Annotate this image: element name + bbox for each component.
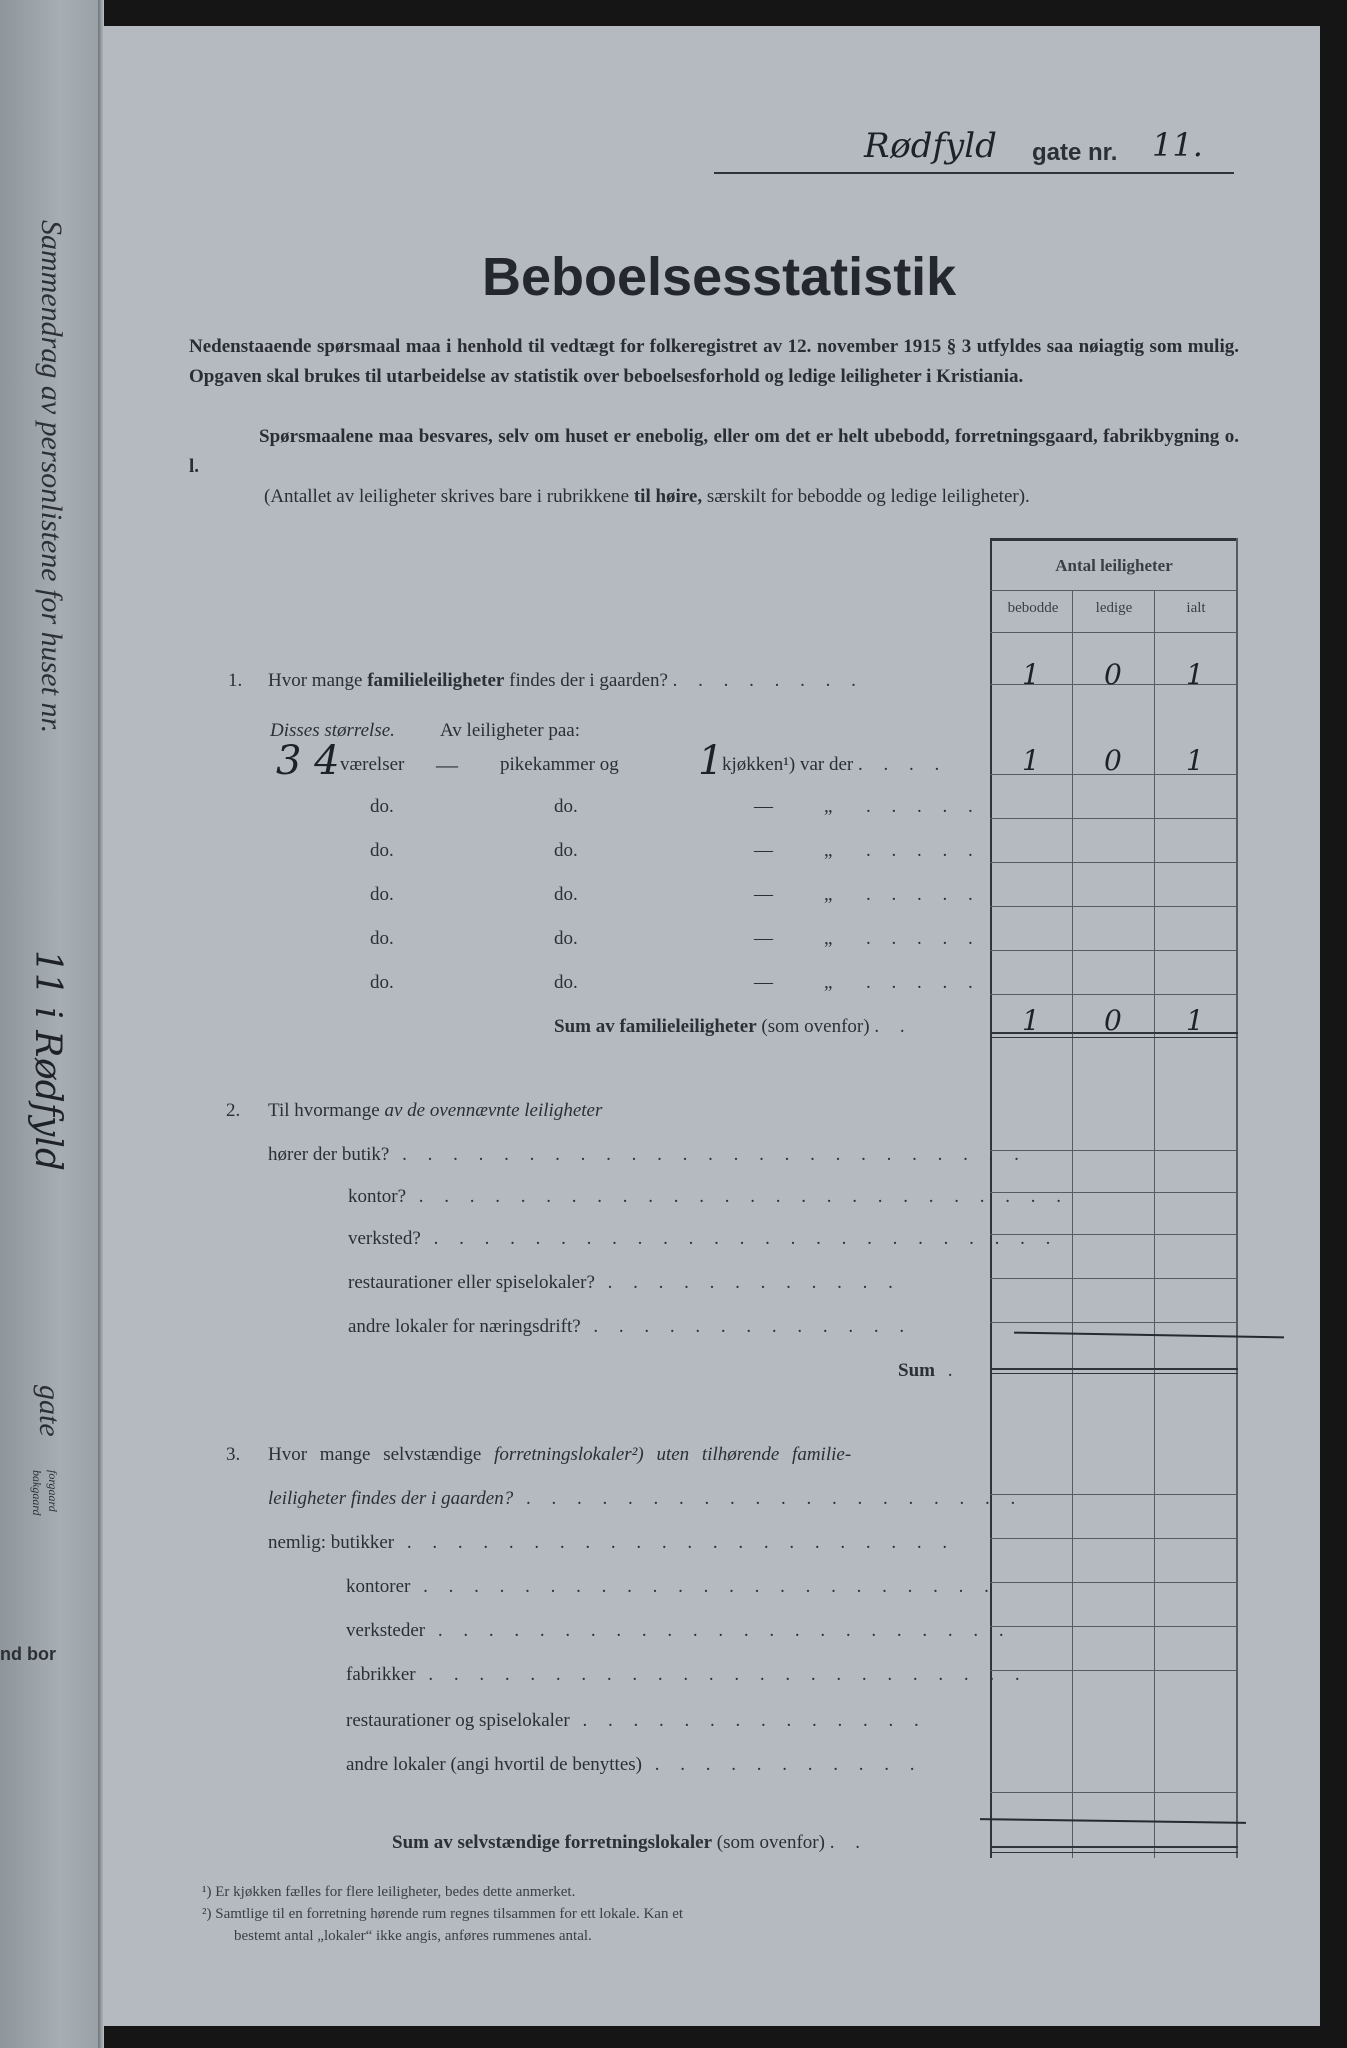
page-title: Beboelsesstatistik: [482, 247, 957, 307]
q3-fabrikker: [346, 1664, 1028, 1686]
q1-text-a: Hvor mange: [268, 670, 368, 691]
q1-text-b: familieleiligheter: [367, 670, 505, 691]
q2-sum-label: Sum: [898, 1360, 935, 1381]
row-rule-q3-1: [990, 1494, 1238, 1495]
footnote-2-cont: bestemt antal „lokaler“ ikke angis, anføres rummenes antal.: [234, 1928, 592, 1944]
q3-question: [268, 1444, 851, 1466]
do-row-2-dash: —: [754, 840, 773, 861]
q2-andre-label: andre lokaler for næringsdrift?: [348, 1316, 581, 1337]
q1-sizes-label: Disses størrelse.: [270, 720, 395, 741]
dot-leader: . . . . .: [866, 884, 981, 905]
sum-rule-2a: [990, 1368, 1238, 1370]
do-row-4-quote: „: [824, 928, 833, 949]
intro-p3-b: til høire,: [633, 486, 703, 507]
dot-leader: . . . . . . . . . . .: [641, 1754, 923, 1775]
do-row-2-quote: „: [824, 840, 833, 861]
q2-andre: [348, 1316, 912, 1338]
q3-text-a: Hvor mange selvstændige: [268, 1444, 495, 1465]
q1-pikekammer-dash: —: [436, 752, 458, 777]
q1-size-ialt: 1: [1186, 744, 1204, 777]
dot-leader: . .: [829, 1832, 868, 1853]
q3-kontorer-label: kontorer: [346, 1576, 411, 1597]
q2-butik: [268, 1144, 1027, 1166]
q3-sum-suffix: (som ovenfor): [712, 1832, 825, 1853]
row-rule-5: [990, 906, 1238, 907]
q3-andre-label: andre lokaler (angi hvortil de benyttes): [346, 1754, 642, 1775]
q2-sum: [898, 1360, 960, 1382]
q2-verksted-label: verksted?: [348, 1228, 421, 1249]
q3-text-b: forretningslokaler²) uten tilhørende familie-: [494, 1444, 852, 1465]
do-row-3-quote: „: [824, 884, 833, 905]
q1-sum-ialt: 1: [1186, 1004, 1204, 1037]
q2-verksted: [348, 1228, 1058, 1250]
q2-number: 2.: [226, 1100, 241, 1121]
intro-p3-c: særskilt for bebodde og ledige leiligheter).: [702, 486, 1030, 507]
row-rule-q3-2: [990, 1538, 1238, 1539]
handwritten-strike-line-1: [1014, 1332, 1284, 1339]
q1-question: [268, 670, 864, 692]
row-rule-3: [990, 818, 1238, 819]
q2-question: [268, 1100, 602, 1122]
dot-leader: . . . . .: [866, 796, 981, 817]
dot-leader: . .: [874, 1016, 913, 1037]
street-handwritten: Rødfyld: [864, 126, 997, 166]
q1-vaerelser: værelser: [340, 754, 405, 775]
q3-number: 3.: [226, 1444, 241, 1465]
dot-leader: . . . . .: [866, 840, 981, 861]
do-row-3-b: do.: [554, 884, 578, 905]
table-header-rule: [990, 590, 1238, 591]
do-row-1-a: do.: [370, 796, 394, 817]
intro-p3-a: (Antallet av leiligheter skrives bare i rubrikkene: [264, 486, 634, 507]
q3-kontorer: [346, 1576, 997, 1598]
row-rule-q3-4: [990, 1626, 1238, 1627]
table-col-rule-1: [1072, 590, 1073, 1858]
dot-leader: .: [934, 1360, 961, 1381]
q1-kjokken: [722, 754, 947, 776]
row-rule-q2-1: [990, 1150, 1238, 1151]
q3-verksteder-label: verksteder: [346, 1620, 426, 1641]
form-page: [104, 26, 1320, 2026]
q2-text-b: av de ovennævnte leiligheter: [384, 1100, 603, 1121]
row-rule-q2-5: [990, 1322, 1238, 1323]
footnote-1: ¹) Er kjøkken fælles for flere leiligheter, bedes dette anmerket.: [202, 1884, 576, 1900]
do-row-1-dash: —: [754, 796, 773, 817]
dot-leader: . . . . . . . . . . . . . . . . . . . . . . . .: [415, 1664, 1028, 1685]
q3-sum-label: Sum av selvstændige forretningslokaler: [392, 1832, 713, 1853]
sum-rule-2b: [990, 1373, 1238, 1374]
do-row-5-quote: „: [824, 972, 833, 993]
dot-leader: . . . . . . . . . . . . . . . . . . . . . .: [394, 1532, 956, 1553]
q3-question-cont: [268, 1488, 1023, 1510]
dot-leader: . . . . .: [866, 928, 981, 949]
dot-leader: . . . . . . . . . . . . . . . . . . . . . . . . .: [389, 1144, 1027, 1165]
do-row-1-quote: „: [824, 796, 833, 817]
row-rule-q2-4: [990, 1278, 1238, 1279]
col-ialt: ialt: [1186, 600, 1206, 616]
dot-leader: . . . . . . . . . . . . . .: [569, 1710, 927, 1731]
spine-vertical-text: Sammendrag av personlistene for huset nr.: [35, 220, 68, 734]
q2-kontor-label: kontor?: [348, 1186, 407, 1207]
q1-kjokken-text: kjøkken¹) var der: [722, 754, 854, 775]
q1-sum-ledige: 0: [1104, 1004, 1122, 1037]
do-row-5-b: do.: [554, 972, 578, 993]
intro-paragraph-1: Nedenstaaende spørsmaal maa i henhold til vedtægt for folkeregistret av 12. november 1915 § 3 utfyldes saa nøiagtig som mulig. Opgaven skal brukes til utarbeidelse av statistik over beboelsesforhold og ledige leiligheter i Kristiania.: [189, 336, 1239, 387]
q1-pikekammer: pikekammer og: [500, 754, 619, 775]
sum-rule-3b: [990, 1852, 1238, 1853]
q1-kjokken-handwritten: 1: [698, 738, 724, 784]
q1-number: 1.: [228, 670, 243, 691]
do-row-2-a: do.: [370, 840, 394, 861]
do-row-3-a: do.: [370, 884, 394, 905]
q3-text-c: leiligheter findes der i gaarden?: [268, 1488, 514, 1509]
q1-sum-suffix: (som ovenfor): [756, 1016, 870, 1037]
header-underline: [714, 172, 1234, 174]
row-rule-q3-6: [990, 1792, 1238, 1793]
q3-butikker: [268, 1532, 955, 1554]
q2-butik-label: hører der butik?: [268, 1144, 390, 1165]
do-row-4-b: do.: [554, 928, 578, 949]
q3-andre: [346, 1754, 922, 1776]
q1-size-bebodde: 1: [1022, 744, 1040, 777]
do-row-2-b: do.: [554, 840, 578, 861]
spine-nd-bor: nd bor: [0, 1644, 56, 1664]
dot-leader: . . . . .: [866, 972, 981, 993]
dot-leader: . . . . . . . . . . . . . . . . . . . . . . . . . .: [406, 1186, 1070, 1207]
sum-rule-1b: [990, 1037, 1238, 1038]
spine-handwritten-number: 11 i Rødfyld: [27, 950, 68, 1171]
q3-sum: [392, 1832, 868, 1854]
q3-fabrikker-label: fabrikker: [346, 1664, 416, 1685]
dot-leader: . . . . . . . .: [672, 670, 864, 691]
q1-av-leiligheter: Av leiligheter paa:: [440, 720, 580, 741]
table-right-rule: [1236, 538, 1238, 1858]
q1-sum-bebodde: 1: [1022, 1004, 1040, 1037]
handwritten-strike-line-2: [980, 1818, 1246, 1824]
do-row-4-a: do.: [370, 928, 394, 949]
dot-leader: . . . . . . . . . . . . .: [580, 1316, 913, 1337]
q2-text-a: Til hvormange: [268, 1100, 385, 1121]
spine-forgaard: forgaard: [46, 1470, 60, 1512]
q3-restaurationer-label: restaurationer og spiselokaler: [346, 1710, 570, 1731]
dot-leader: . . . . . . . . . . . . . . . . . . . . . . .: [425, 1620, 1012, 1641]
q1-text-c: findes der i gaarden?: [504, 670, 668, 691]
q2-kontor: [348, 1186, 1069, 1208]
do-row-4-dash: —: [754, 928, 773, 949]
row-rule-q3-3: [990, 1582, 1238, 1583]
do-row-5-a: do.: [370, 972, 394, 993]
dot-leader: . . . .: [858, 754, 948, 775]
row-rule-4: [990, 862, 1238, 863]
spine-strip: [0, 0, 100, 2048]
q1-sum: [554, 1016, 913, 1038]
q3-verksteder: [346, 1620, 1012, 1642]
q1-ialt-value: 1: [1186, 658, 1204, 691]
intro-paragraph-2: Spørsmaalene maa besvares, selv om huset er enebolig, eller om det er helt ubebodd, forretningsgaard, fabrikbygning o. l.: [189, 426, 1239, 477]
dot-leader: . . . . . . . . . . . .: [594, 1272, 901, 1293]
table-title: Antal leiligheter: [1055, 556, 1173, 575]
q2-restaurationer: [348, 1272, 901, 1294]
do-row-1-b: do.: [554, 796, 578, 817]
q3-butikker-label: nemlig: butikker: [268, 1532, 395, 1553]
intro-paragraph-3: [264, 482, 1254, 512]
spine-gate: gate: [33, 1385, 66, 1437]
row-rule-7: [990, 994, 1238, 995]
q3-restaurationer: [346, 1710, 927, 1732]
q2-restaurationer-label: restaurationer eller spiselokaler?: [348, 1272, 595, 1293]
q1-sum-label: Sum av familieleiligheter: [554, 1016, 757, 1037]
do-row-5-dash: —: [754, 972, 773, 993]
spine-bakgaard: bakgaard: [30, 1470, 44, 1516]
dot-leader: . . . . . . . . . . . . . . . . . . . .: [513, 1488, 1024, 1509]
table-col-rule-2: [1154, 590, 1155, 1858]
q1-size-ledige: 0: [1104, 744, 1122, 777]
gate-nr-label: gate nr.: [1032, 139, 1118, 166]
q1-rooms-handwritten: 3 4: [276, 738, 340, 784]
row-rule-6: [990, 950, 1238, 951]
do-row-3-dash: —: [754, 884, 773, 905]
q1-bebodde-value: 1: [1022, 658, 1040, 691]
dot-leader: . . . . . . . . . . . . . . . . . . . . . . .: [410, 1576, 997, 1597]
house-number-handwritten: 11.: [1152, 126, 1203, 164]
table-top-rule: [990, 538, 1238, 541]
dot-leader: . . . . . . . . . . . . . . . . . . . . . . . . .: [420, 1228, 1059, 1249]
col-bebodde: bebodde: [1007, 600, 1059, 616]
q1-ledige-value: 0: [1104, 658, 1122, 691]
footnote-2: ²) Samtlige til en forretning hørende rum regnes tilsammen for ett lokale. Kan et: [202, 1906, 684, 1922]
sum-rule-3a: [990, 1846, 1238, 1848]
table-colhead-rule: [990, 632, 1238, 633]
col-ledige: ledige: [1095, 600, 1133, 616]
